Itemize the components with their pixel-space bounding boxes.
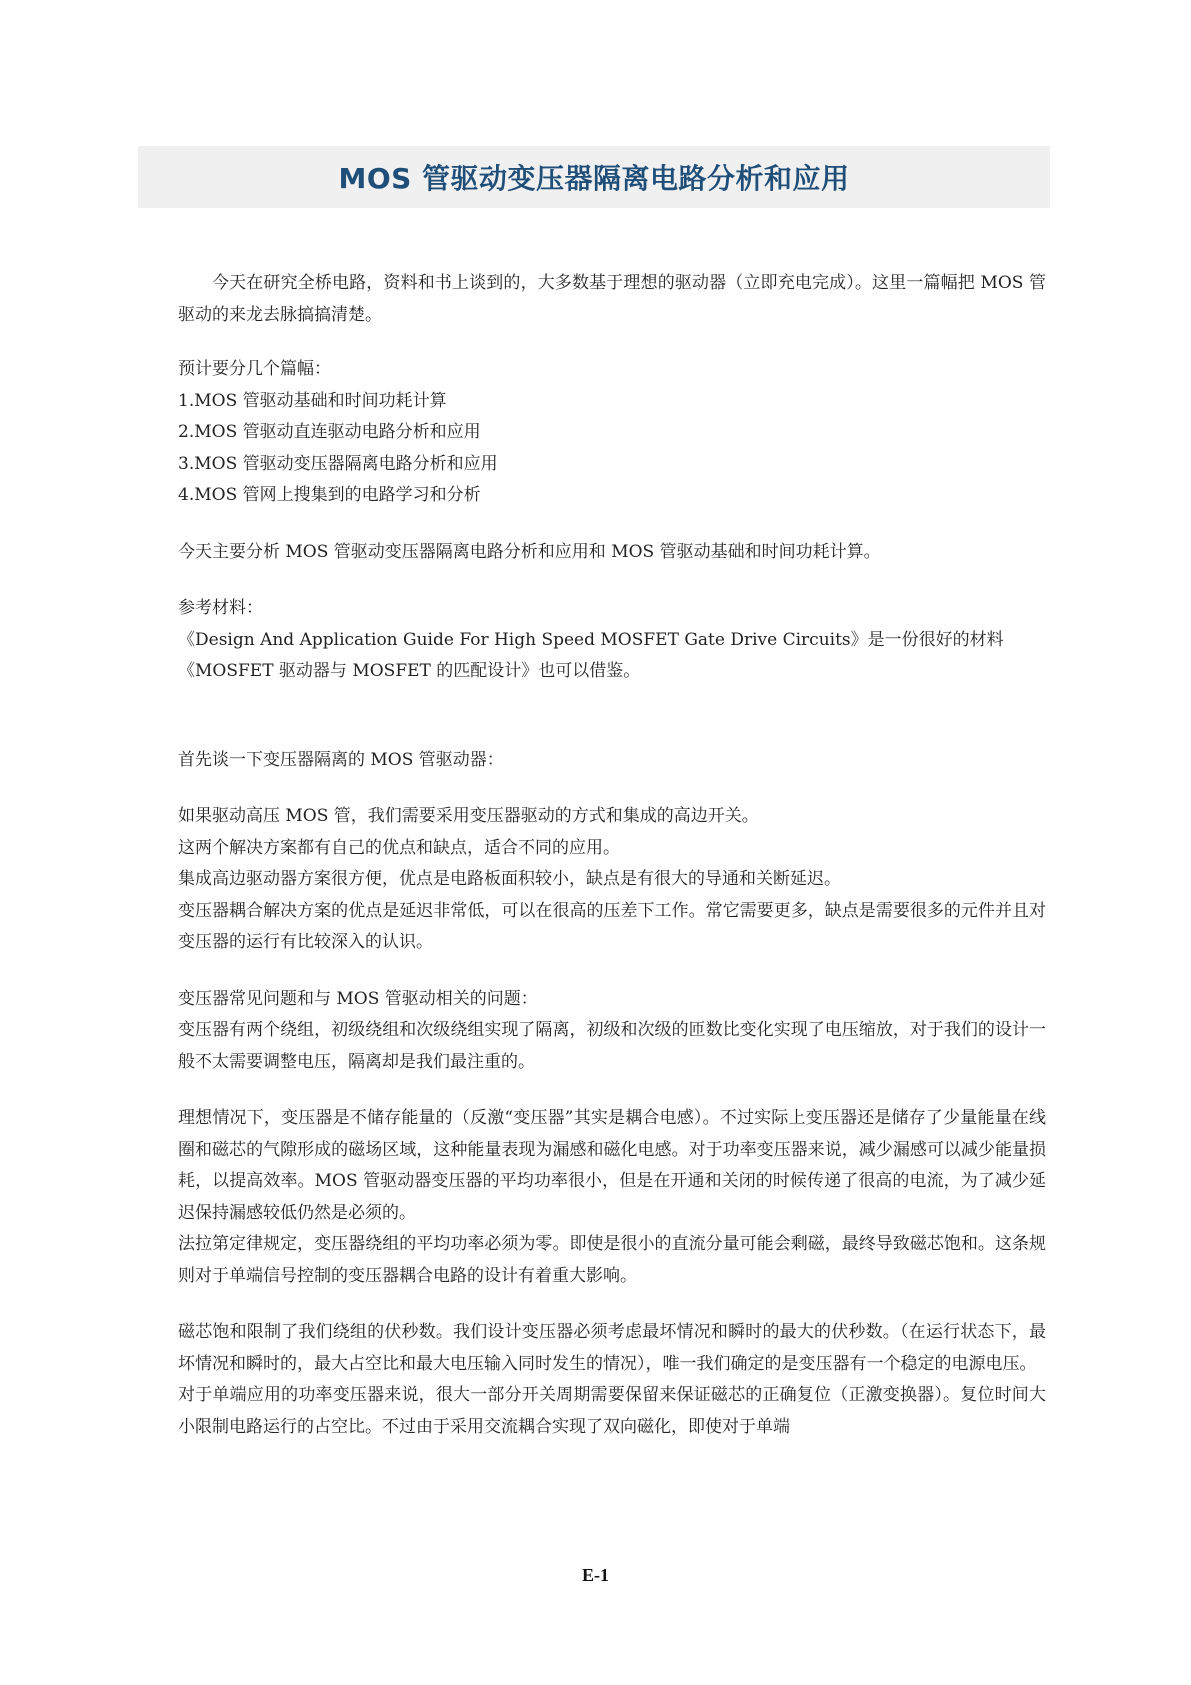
plan-item: 1.MOS 管驱动基础和时间功耗计算 <box>178 390 447 411</box>
reference-item: 《Design And Application Guide For High Speed MOSFET Gate Drive Circuits》是一份很好的材料 <box>178 629 1004 650</box>
title-banner <box>138 146 1050 208</box>
section-paragraph: 对于单端应用的功率变压器来说，很大一部分开关周期需要保留来保证磁芯的正确复位（正激变换器）。复位时间大小限制电路运行的占空比。不过由于采用交流耦合实现了双向磁化，即使对于单端 <box>178 1385 1046 1437</box>
plan-item: 2.MOS 管驱动直连驱动电路分析和应用 <box>178 422 481 442</box>
plan-item: 3.MOS 管驱动变压器隔离电路分析和应用 <box>178 453 498 474</box>
section-line: 变压器耦合解决方案的优点是延迟非常低，可以在很高的压差下工作。常它需要更多，缺点是需要很多的元件并且对变压器的运行有比较深入的认识。 <box>178 900 1046 952</box>
section-line: 如果驱动高压 MOS 管，我们需要采用变压器驱动的方式和集成的高边开关。 <box>178 806 759 826</box>
section-paragraph: 磁芯饱和限制了我们绕组的伏秒数。我们设计变压器必须考虑最坏情况和瞬时的最大的伏秒数。（在运行状态下，最坏情况和瞬时的，最大占空比和最大电压输入同时发生的情况），唯一我们确定的是变压器有一个稳定的电源电压。 <box>178 1322 1046 1374</box>
plan-heading: 预计要分几个篇幅： <box>178 359 331 379</box>
references-heading: 参考材料： <box>178 598 263 618</box>
section-line: 集成高边驱动器方案很方便，优点是电路板面积较小，缺点是有很大的导通和关断延迟。 <box>178 869 841 889</box>
intro-paragraph: 今天在研究全桥电路，资料和书上谈到的，大多数基于理想的驱动器（立即充电完成）。这里一篇幅把 MOS 管驱动的来龙去脉搞搞清楚。 <box>178 273 1046 325</box>
today-paragraph: 今天主要分析 MOS 管驱动变压器隔离电路分析和应用和 MOS 管驱动基础和时间功耗计算。 <box>178 541 881 562</box>
section-paragraph: 理想情况下，变压器是不储存能量的（反激“变压器”其实是耦合电感）。不过实际上变压器还是储存了少量能量在线圈和磁芯的气隙形成的磁场区域，这种能量表现为漏感和磁化电感。对于功率变压器来说，减少漏感可以减少能量损耗，以提高效率。MOS 管驱动器变压器的平均功率很小，但是在开通和关闭的时候传递了很高的电流，为了减少延迟保持漏感较低仍然是必须的。 <box>178 1108 1046 1223</box>
page-number: E-1 <box>582 1565 609 1585</box>
section-line: 这两个解决方案都有自己的优点和缺点，适合不同的应用。 <box>178 837 620 858</box>
section-paragraph: 法拉第定律规定，变压器绕组的平均功率必须为零。即使是很小的直流分量可能会剩磁，最终导致磁芯饱和。这条规则对于单端信号控制的变压器耦合电路的设计有着重大影响。 <box>178 1234 1046 1286</box>
section-paragraph: 变压器有两个绕组，初级绕组和次级绕组实现了隔离，初级和次级的匝数比变化实现了电压缩放，对于我们的设计一般不太需要调整电压，隔离却是我们最注重的。 <box>178 1020 1046 1072</box>
plan-item: 4.MOS 管网上搜集到的电路学习和分析 <box>178 485 481 505</box>
document-body <box>178 268 1046 1443</box>
reference-item: 《MOSFET 驱动器与 MOSFET 的匹配设计》也可以借鉴。 <box>178 661 641 681</box>
section-heading: 首先谈一下变压器隔离的 MOS 管驱动器： <box>178 749 504 770</box>
page-title: MOS 管驱动变压器隔离电路分析和应用 <box>338 162 850 195</box>
section-heading: 变压器常见问题和与 MOS 管驱动相关的问题： <box>178 988 538 1009</box>
